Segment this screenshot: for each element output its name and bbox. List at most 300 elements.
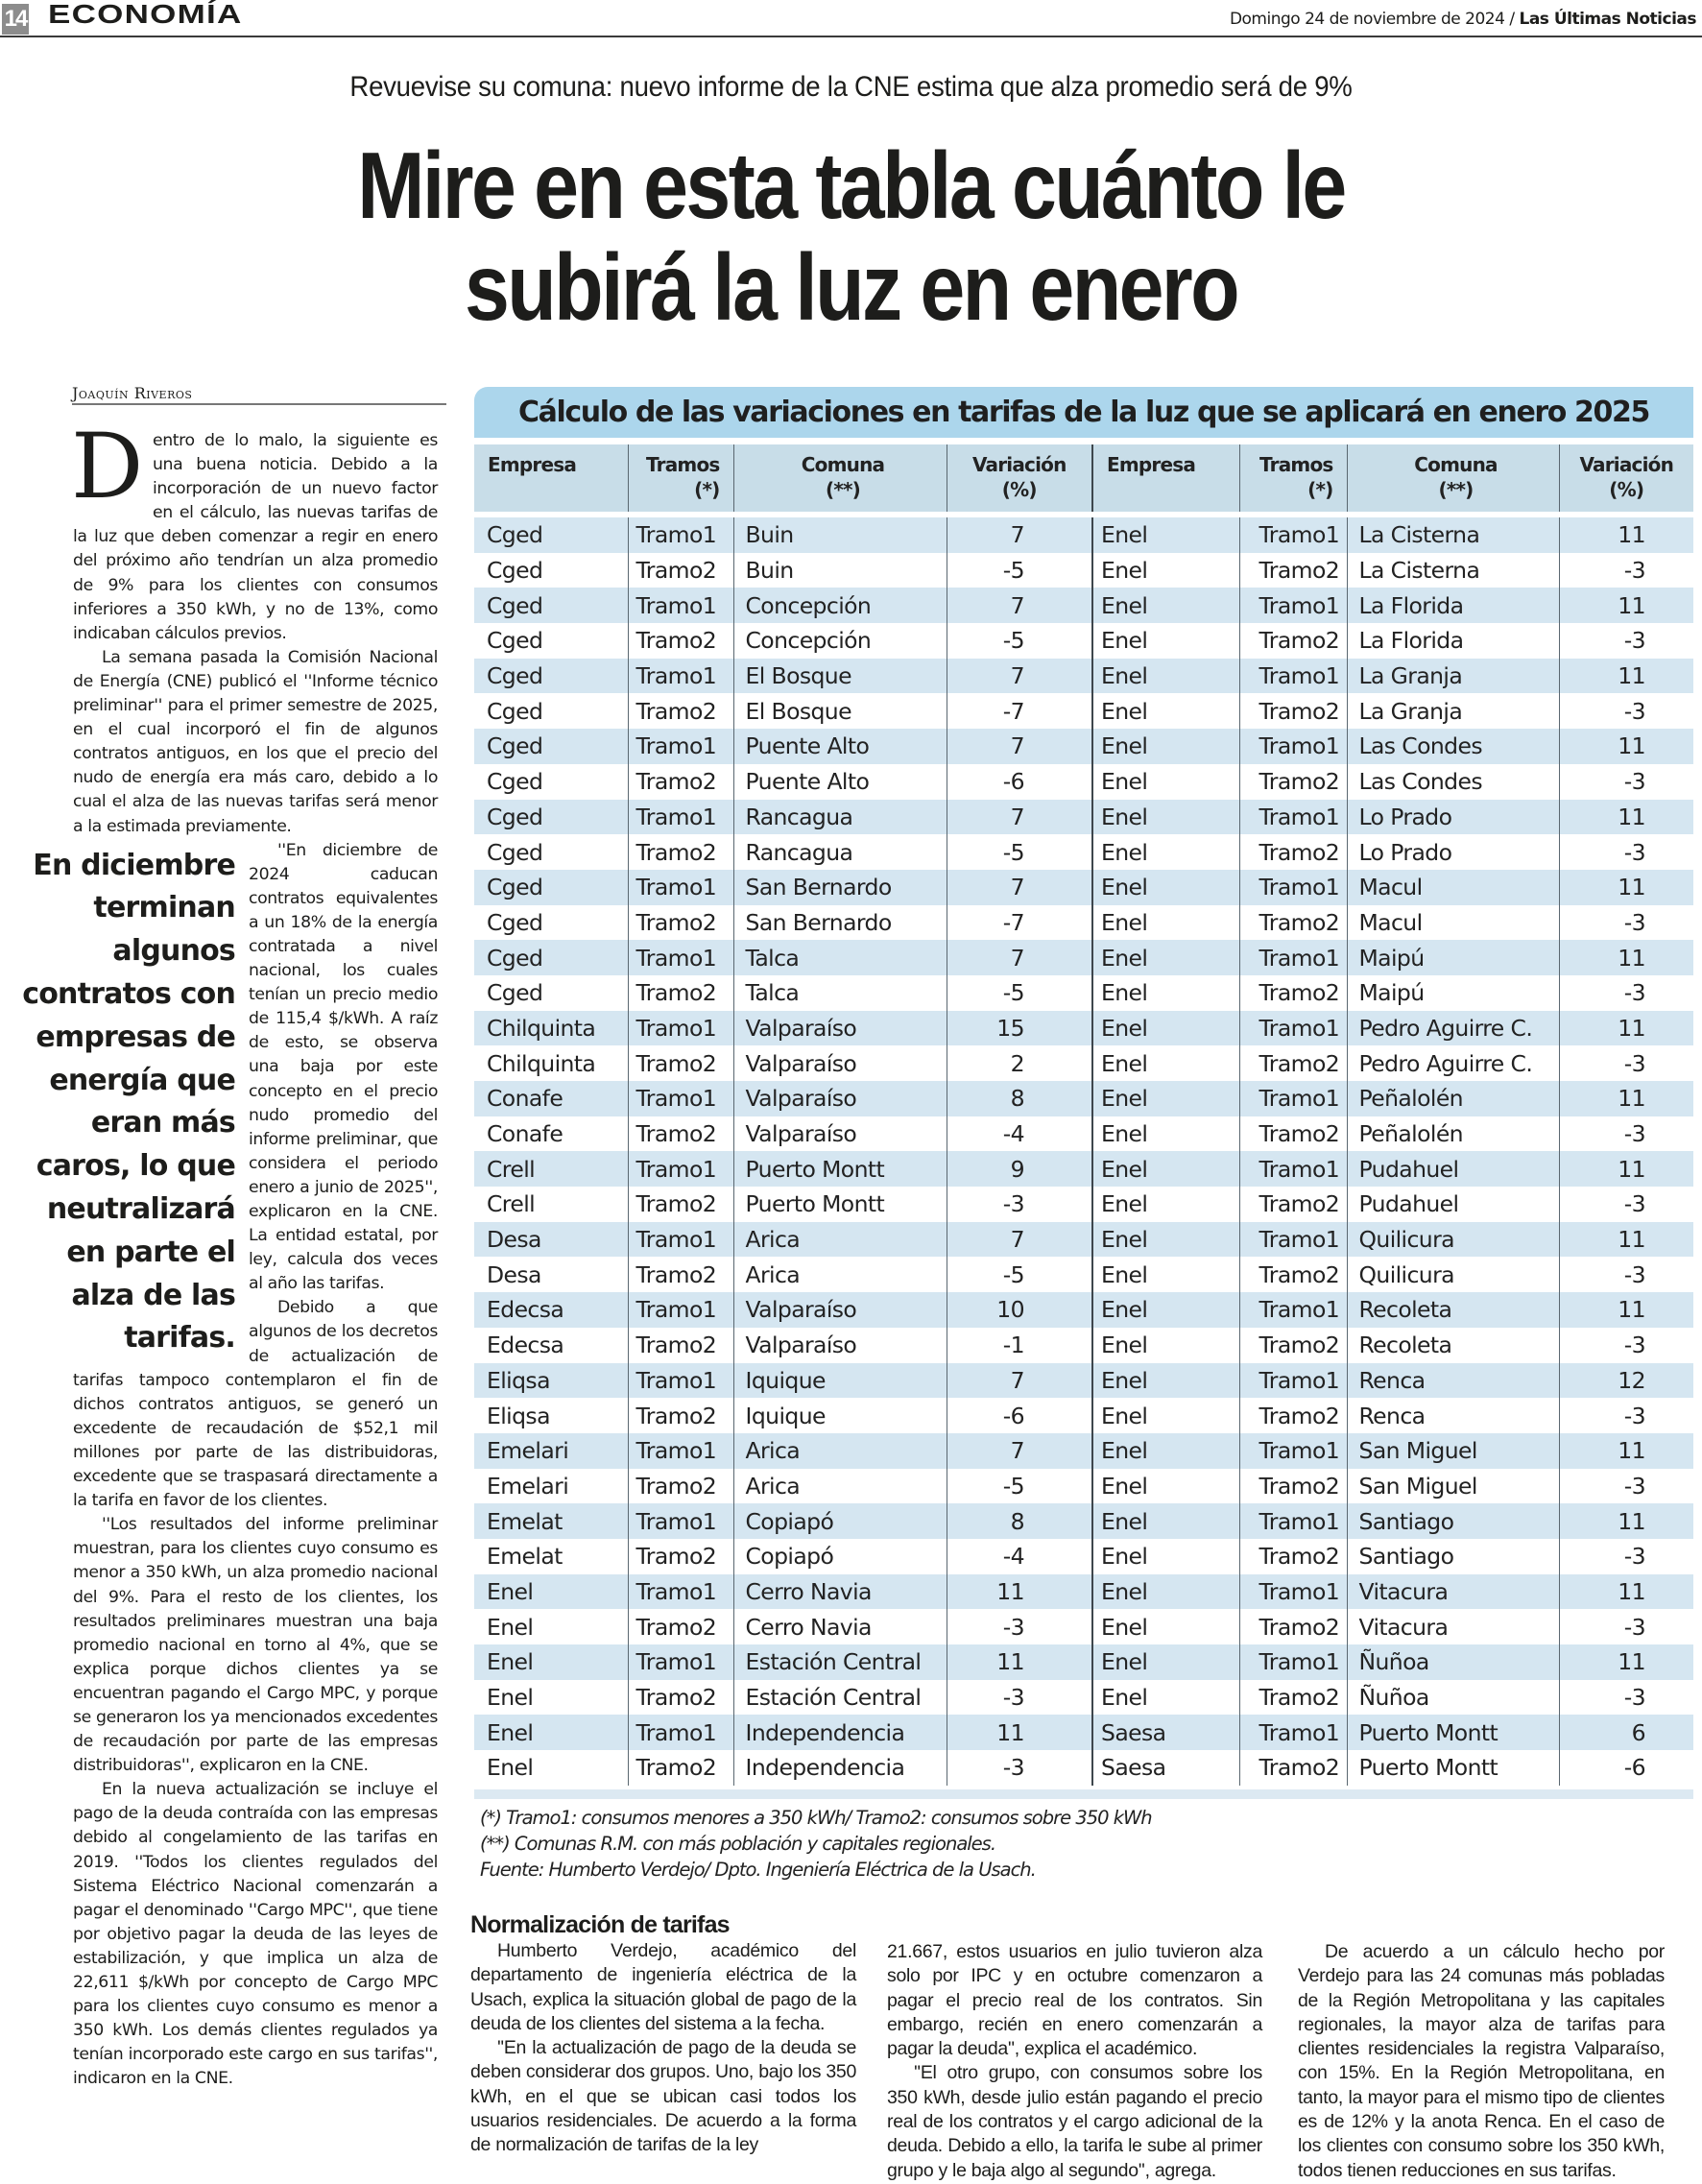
cell-variacion: 7 xyxy=(947,515,1092,553)
cell-comuna: Pudahuel xyxy=(1347,1187,1559,1222)
note-tramos: (*) Tramo1: consumos menores a 350 kWh/ Tramo2: consumos sobre 350 kWh xyxy=(480,1806,1152,1829)
cell-empresa: Enel xyxy=(1092,975,1239,1011)
header-rule xyxy=(0,36,1702,37)
cell-tramo: Tramo1 xyxy=(1239,1151,1347,1187)
table-row xyxy=(474,693,1693,729)
cell-comuna: La Granja xyxy=(1347,659,1559,694)
cell-comuna: Santiago xyxy=(1347,1503,1559,1539)
cell-empresa: Enel xyxy=(474,1609,628,1644)
cell-tramo: Tramo2 xyxy=(1239,975,1347,1011)
paragraph: ''En la actualización de pago de la deuda se deben considerar dos grupos. Uno, bajo los 350 kWh, en el que se ubican casi todos los usuarios residenciales. De acuerdo a la forma de normalización de tarifas de la ley xyxy=(470,2037,856,2156)
cell-comuna: El Bosque xyxy=(733,693,947,729)
cell-comuna: Arica xyxy=(733,1433,947,1469)
table-header-row xyxy=(474,444,1693,515)
cell-comuna: Valparaíso xyxy=(733,1292,947,1328)
cell-empresa: Cged xyxy=(474,623,628,659)
cell-empresa: Conafe xyxy=(474,1081,628,1116)
cell-variacion: 7 xyxy=(947,1222,1092,1258)
col-header-comuna: Comuna (**) xyxy=(733,444,947,515)
cell-comuna: Valparaíso xyxy=(733,1045,947,1081)
cell-variacion: -3 xyxy=(947,1680,1092,1716)
cell-empresa: Enel xyxy=(1092,1609,1239,1644)
cell-tramo: Tramo1 xyxy=(628,515,733,553)
cell-comuna: Estación Central xyxy=(733,1644,947,1680)
cell-variacion: 11 xyxy=(1559,1292,1693,1328)
cell-comuna: Valparaíso xyxy=(733,1081,947,1116)
cell-variacion: 11 xyxy=(1559,800,1693,835)
cell-empresa: Enel xyxy=(1092,588,1239,623)
col-header-variacion: Variación (%) xyxy=(1559,444,1693,515)
cell-comuna: La Cisterna xyxy=(1347,515,1559,553)
cell-empresa: Cged xyxy=(474,729,628,764)
cell-tramo: Tramo2 xyxy=(628,905,733,941)
cell-empresa: Cged xyxy=(474,834,628,870)
table-row xyxy=(474,905,1693,941)
cell-tramo: Tramo1 xyxy=(1239,940,1347,975)
cell-comuna: Puente Alto xyxy=(733,729,947,764)
cell-tramo: Tramo2 xyxy=(1239,1750,1347,1786)
cell-tramo: Tramo2 xyxy=(1239,1609,1347,1644)
cell-variacion: 11 xyxy=(1559,1503,1693,1539)
table-row xyxy=(474,553,1693,588)
cell-comuna: Recoleta xyxy=(1347,1328,1559,1363)
cell-tramo: Tramo1 xyxy=(628,659,733,694)
table-row xyxy=(474,834,1693,870)
article-kicker: Revuevise su comuna: nuevo informe de la CNE estima que alza promedio será de 9% xyxy=(349,71,1353,103)
table-row xyxy=(474,940,1693,975)
dateline-separator: / xyxy=(1504,10,1520,29)
cell-tramo: Tramo1 xyxy=(628,940,733,975)
cell-comuna: Peñalolén xyxy=(1347,1116,1559,1152)
cell-variacion: -3 xyxy=(947,1609,1092,1644)
cell-empresa: Enel xyxy=(1092,1187,1239,1222)
cell-variacion: 11 xyxy=(1559,940,1693,975)
cell-comuna: Cerro Navia xyxy=(733,1609,947,1644)
cell-variacion: -1 xyxy=(947,1328,1092,1363)
cell-tramo: Tramo2 xyxy=(1239,764,1347,800)
cell-tramo: Tramo2 xyxy=(1239,1045,1347,1081)
paragraph: Dentro de lo malo, la siguiente es una buena noticia. Debido a la incorporación de un nuevo factor en el cálculo, las nuevas tarifas de la luz que deben comenzar a regir en enero del próximo año tendrían un alza promedio de 9% para los clientes con consumos inferiores a 350 kWh, y no de 13%, como indicaban cálculos previos. xyxy=(71,415,438,643)
cell-comuna: La Cisterna xyxy=(1347,553,1559,588)
issue-date: Domingo 24 de noviembre de 2024 xyxy=(1229,10,1505,29)
cell-empresa: Cged xyxy=(474,870,628,905)
cell-comuna: Las Condes xyxy=(1347,729,1559,764)
cell-variacion: -3 xyxy=(1559,693,1693,729)
cell-variacion: 11 xyxy=(947,1644,1092,1680)
cell-variacion: -3 xyxy=(1559,975,1693,1011)
cell-comuna: Pedro Aguirre C. xyxy=(1347,1045,1559,1081)
dateline xyxy=(1230,10,1696,29)
table-row xyxy=(474,1574,1693,1610)
cell-empresa: Enel xyxy=(1092,1045,1239,1081)
cell-tramo: Tramo2 xyxy=(1239,1257,1347,1292)
cell-tramo: Tramo1 xyxy=(628,729,733,764)
cell-comuna: San Bernardo xyxy=(733,870,947,905)
table-row xyxy=(474,1680,1693,1716)
table-row xyxy=(474,1116,1693,1152)
cell-tramo: Tramo1 xyxy=(1239,729,1347,764)
paragraph: 21.667, estos usuarios en julio tuvieron alza solo por IPC y en octubre comenzaron a pagar el precio real de los contratos. Sin embargo, recién en enero comenzarán a pagar la deuda'', explica el académico. xyxy=(887,1941,1262,2060)
cell-variacion: -5 xyxy=(947,975,1092,1011)
table-row xyxy=(474,1503,1693,1539)
cell-variacion: -3 xyxy=(1559,1328,1693,1363)
table-row xyxy=(474,1644,1693,1680)
cell-tramo: Tramo1 xyxy=(628,1363,733,1399)
cell-tramo: Tramo2 xyxy=(628,1257,733,1292)
cell-comuna: Valparaíso xyxy=(733,1328,947,1363)
table-row xyxy=(474,1328,1693,1363)
cell-empresa: Enel xyxy=(1092,870,1239,905)
cell-empresa: Enel xyxy=(1092,553,1239,588)
cell-empresa: Enel xyxy=(1092,1151,1239,1187)
cell-comuna: Ñuñoa xyxy=(1347,1680,1559,1716)
cell-variacion: 11 xyxy=(1559,870,1693,905)
cell-tramo: Tramo1 xyxy=(1239,515,1347,553)
cell-variacion: -3 xyxy=(1559,553,1693,588)
pull-quote: En diciembre terminan algunos contratos con empresas de energía que eran más caros, lo que neutralizará en parte el alza de las tarifas. xyxy=(22,848,235,1356)
cell-empresa: Cged xyxy=(474,588,628,623)
table-row xyxy=(474,1539,1693,1574)
cell-tramo: Tramo1 xyxy=(628,870,733,905)
table-title: Cálculo de las variaciones en tarifas de la luz que se aplicará en enero 2025 xyxy=(474,387,1693,438)
cell-tramo: Tramo2 xyxy=(1239,1398,1347,1433)
table-row xyxy=(474,1292,1693,1328)
cell-tramo: Tramo1 xyxy=(628,588,733,623)
cell-comuna: Buin xyxy=(733,515,947,553)
cell-comuna: Renca xyxy=(1347,1363,1559,1399)
cell-empresa: Enel xyxy=(1092,1433,1239,1469)
cell-variacion: -5 xyxy=(947,623,1092,659)
cell-tramo: Tramo1 xyxy=(628,800,733,835)
table-row xyxy=(474,1363,1693,1399)
table-row xyxy=(474,729,1693,764)
cell-tramo: Tramo1 xyxy=(1239,1222,1347,1258)
cell-tramo: Tramo2 xyxy=(628,764,733,800)
cell-comuna: Rancagua xyxy=(733,800,947,835)
cell-comuna: Quilicura xyxy=(1347,1222,1559,1258)
cell-variacion: 11 xyxy=(1559,1151,1693,1187)
cell-comuna: La Florida xyxy=(1347,588,1559,623)
cell-comuna: Peñalolén xyxy=(1347,1081,1559,1116)
table-row xyxy=(474,1715,1693,1750)
table-row xyxy=(474,1081,1693,1116)
cell-empresa: Enel xyxy=(474,1680,628,1716)
table-row xyxy=(474,1045,1693,1081)
cell-tramo: Tramo1 xyxy=(628,1081,733,1116)
cell-comuna: Macul xyxy=(1347,905,1559,941)
cell-tramo: Tramo2 xyxy=(1239,1116,1347,1152)
cell-variacion: -6 xyxy=(947,1398,1092,1433)
cell-empresa: Cged xyxy=(474,553,628,588)
cell-comuna: Iquique xyxy=(733,1363,947,1399)
cell-variacion: -3 xyxy=(1559,1045,1693,1081)
table-row xyxy=(474,870,1693,905)
cell-variacion: 11 xyxy=(947,1574,1092,1610)
cell-tramo: Tramo1 xyxy=(1239,1433,1347,1469)
cell-comuna: Puerto Montt xyxy=(733,1187,947,1222)
cell-variacion: 7 xyxy=(947,659,1092,694)
publication-name: Las Últimas Noticias xyxy=(1519,10,1696,29)
paragraph: La semana pasada la Comisión Nacional de Energía (CNE) publicó el ''Informe técnico preliminar'' para el primer semestre de 2025, en el cual incorporó el fin de algunos contratos antiguos, en los que el precio del nudo de energía era más caro, debido a lo cual el alza de las nuevas tarifas será menor a la estimada previamente. xyxy=(73,647,438,836)
byline xyxy=(72,384,446,405)
article-body-lower-col-2 xyxy=(887,1940,1262,2183)
subheading: Normalización de tarifas xyxy=(470,1911,730,1938)
table-row xyxy=(474,1011,1693,1046)
cell-variacion: -3 xyxy=(1559,1187,1693,1222)
cell-tramo: Tramo1 xyxy=(628,1222,733,1258)
cell-empresa: Enel xyxy=(1092,1011,1239,1046)
cell-comuna: Cerro Navia xyxy=(733,1574,947,1610)
cell-variacion: -3 xyxy=(1559,1257,1693,1292)
cell-comuna: Lo Prado xyxy=(1347,800,1559,835)
cell-variacion: -4 xyxy=(947,1539,1092,1574)
table-row xyxy=(474,1257,1693,1292)
cell-comuna: Concepción xyxy=(733,588,947,623)
paragraph: Humberto Verdejo, académico del departamento de ingeniería eléctrica de la Usach, explica la situación global de pago de la deuda de los clientes del sistema a la fecha. xyxy=(470,1940,856,2034)
cell-comuna: Valparaíso xyxy=(733,1116,947,1152)
cell-comuna: Lo Prado xyxy=(1347,834,1559,870)
cell-tramo: Tramo2 xyxy=(628,975,733,1011)
cell-tramo: Tramo2 xyxy=(628,623,733,659)
author-name: Joaquín Riveros xyxy=(72,384,193,402)
cell-variacion: -6 xyxy=(1559,1750,1693,1786)
cell-empresa: Enel xyxy=(1092,1680,1239,1716)
cell-tramo: Tramo2 xyxy=(628,1539,733,1574)
table-bottom-band xyxy=(474,1789,1693,1799)
cell-empresa: Chilquinta xyxy=(474,1045,628,1081)
cell-tramo: Tramo2 xyxy=(628,1750,733,1786)
cell-empresa: Enel xyxy=(1092,1644,1239,1680)
cell-comuna: Santiago xyxy=(1347,1539,1559,1574)
cell-variacion: 6 xyxy=(1559,1715,1693,1750)
col-header-variacion: Variación (%) xyxy=(947,444,1092,515)
cell-tramo: Tramo2 xyxy=(1239,1328,1347,1363)
cell-empresa: Enel xyxy=(1092,1503,1239,1539)
table-row xyxy=(474,588,1693,623)
cell-empresa: Eliqsa xyxy=(474,1363,628,1399)
cell-tramo: Tramo2 xyxy=(628,1680,733,1716)
cell-tramo: Tramo2 xyxy=(1239,623,1347,659)
cell-empresa: Enel xyxy=(1092,729,1239,764)
cell-empresa: Crell xyxy=(474,1187,628,1222)
cell-empresa: Cged xyxy=(474,905,628,941)
cell-variacion: 11 xyxy=(1559,1574,1693,1610)
table-row xyxy=(474,1609,1693,1644)
cell-comuna: Independencia xyxy=(733,1715,947,1750)
cell-empresa: Enel xyxy=(1092,1292,1239,1328)
cell-tramo: Tramo1 xyxy=(1239,1715,1347,1750)
cell-comuna: Buin xyxy=(733,553,947,588)
cell-variacion: -3 xyxy=(1559,1680,1693,1716)
cell-empresa: Enel xyxy=(1092,1363,1239,1399)
cell-tramo: Tramo1 xyxy=(1239,1011,1347,1046)
cell-empresa: Enel xyxy=(1092,659,1239,694)
cell-empresa: Enel xyxy=(1092,940,1239,975)
article-body-lower-col-1 xyxy=(470,1910,856,2158)
cell-empresa: Enel xyxy=(1092,800,1239,835)
cell-tramo: Tramo1 xyxy=(628,1644,733,1680)
cell-empresa: Cged xyxy=(474,515,628,553)
cell-variacion: 11 xyxy=(1559,1433,1693,1469)
cell-variacion: -5 xyxy=(947,553,1092,588)
cell-comuna: Pudahuel xyxy=(1347,1151,1559,1187)
cell-comuna: Concepción xyxy=(733,623,947,659)
cell-tramo: Tramo2 xyxy=(1239,905,1347,941)
cell-empresa: Edecsa xyxy=(474,1292,628,1328)
table-row xyxy=(474,1151,1693,1187)
cell-variacion: -7 xyxy=(947,905,1092,941)
cell-variacion: -3 xyxy=(1559,623,1693,659)
cell-variacion: -3 xyxy=(947,1187,1092,1222)
cell-variacion: 11 xyxy=(1559,659,1693,694)
cell-comuna: Copiapó xyxy=(733,1539,947,1574)
cell-variacion: 7 xyxy=(947,1433,1092,1469)
cell-empresa: Emelari xyxy=(474,1433,628,1469)
table-row xyxy=(474,1187,1693,1222)
cell-variacion: 11 xyxy=(1559,1011,1693,1046)
cell-empresa: Desa xyxy=(474,1257,628,1292)
cell-comuna: Independencia xyxy=(733,1750,947,1786)
cell-empresa: Enel xyxy=(1092,623,1239,659)
cell-variacion: 7 xyxy=(947,870,1092,905)
cell-empresa: Enel xyxy=(1092,1222,1239,1258)
cell-comuna: San Bernardo xyxy=(733,905,947,941)
note-comunas: (**) Comunas R.M. con más población y capitales regionales. xyxy=(480,1832,996,1855)
col-header-tramos: Tramos (*) xyxy=(628,444,733,515)
table-row xyxy=(474,1222,1693,1258)
cell-empresa: Crell xyxy=(474,1151,628,1187)
cell-tramo: Tramo1 xyxy=(1239,1081,1347,1116)
cell-variacion: 11 xyxy=(1559,1081,1693,1116)
cell-variacion: -5 xyxy=(947,1257,1092,1292)
cell-tramo: Tramo1 xyxy=(628,1292,733,1328)
cell-tramo: Tramo1 xyxy=(1239,1363,1347,1399)
cell-variacion: 8 xyxy=(947,1081,1092,1116)
cell-tramo: Tramo2 xyxy=(628,553,733,588)
cell-empresa: Cged xyxy=(474,659,628,694)
cell-empresa: Enel xyxy=(1092,1081,1239,1116)
cell-comuna: Puerto Montt xyxy=(1347,1750,1559,1786)
cell-variacion: -5 xyxy=(947,1469,1092,1504)
table-row xyxy=(474,975,1693,1011)
col-header-empresa: Empresa xyxy=(474,444,628,515)
cell-tramo: Tramo1 xyxy=(1239,659,1347,694)
cell-variacion: 11 xyxy=(1559,1644,1693,1680)
cell-tramo: Tramo2 xyxy=(628,1187,733,1222)
cell-tramo: Tramo1 xyxy=(628,1503,733,1539)
cell-variacion: 7 xyxy=(947,800,1092,835)
cell-tramo: Tramo1 xyxy=(628,1574,733,1610)
cell-variacion: -3 xyxy=(1559,1398,1693,1433)
cell-empresa: Enel xyxy=(1092,834,1239,870)
article-body-left-column xyxy=(22,415,438,2091)
cell-comuna: El Bosque xyxy=(733,659,947,694)
cell-comuna: Arica xyxy=(733,1222,947,1258)
cell-comuna: Valparaíso xyxy=(733,1011,947,1046)
cell-tramo: Tramo2 xyxy=(628,1469,733,1504)
cell-tramo: Tramo1 xyxy=(628,1151,733,1187)
cell-tramo: Tramo2 xyxy=(1239,1680,1347,1716)
cell-empresa: Enel xyxy=(474,1715,628,1750)
cell-variacion: -5 xyxy=(947,834,1092,870)
cell-tramo: Tramo2 xyxy=(1239,1539,1347,1574)
cell-variacion: -3 xyxy=(1559,764,1693,800)
cell-empresa: Desa xyxy=(474,1222,628,1258)
cell-empresa: Emelat xyxy=(474,1503,628,1539)
cell-variacion: -3 xyxy=(1559,1539,1693,1574)
cell-comuna: Arica xyxy=(733,1469,947,1504)
cell-tramo: Tramo2 xyxy=(628,1609,733,1644)
page-number: 14 xyxy=(2,4,29,35)
cell-comuna: Pedro Aguirre C. xyxy=(1347,1011,1559,1046)
cell-comuna: Iquique xyxy=(733,1398,947,1433)
cell-tramo: Tramo2 xyxy=(1239,1469,1347,1504)
cell-empresa: Enel xyxy=(1092,1116,1239,1152)
cell-tramo: Tramo1 xyxy=(628,1011,733,1046)
table-row xyxy=(474,1433,1693,1469)
cell-empresa: Enel xyxy=(1092,1328,1239,1363)
tariff-table-box xyxy=(474,387,1693,1883)
cell-variacion: 11 xyxy=(947,1715,1092,1750)
cell-tramo: Tramo2 xyxy=(628,1328,733,1363)
cell-empresa: Saesa xyxy=(1092,1715,1239,1750)
table-body xyxy=(474,515,1693,1786)
cell-comuna: Maipú xyxy=(1347,975,1559,1011)
cell-tramo: Tramo2 xyxy=(628,1116,733,1152)
cell-empresa: Saesa xyxy=(1092,1750,1239,1786)
cell-variacion: 11 xyxy=(1559,1222,1693,1258)
cell-empresa: Enel xyxy=(1092,1469,1239,1504)
cell-empresa: Enel xyxy=(474,1574,628,1610)
cell-tramo: Tramo2 xyxy=(1239,553,1347,588)
cell-comuna: Puente Alto xyxy=(733,764,947,800)
cell-empresa: Emelari xyxy=(474,1469,628,1504)
cell-tramo: Tramo2 xyxy=(628,1398,733,1433)
cell-variacion: -6 xyxy=(947,764,1092,800)
cell-tramo: Tramo2 xyxy=(628,693,733,729)
cell-comuna: Ñuñoa xyxy=(1347,1644,1559,1680)
cell-comuna: Talca xyxy=(733,975,947,1011)
cell-comuna: Puerto Montt xyxy=(1347,1715,1559,1750)
cell-variacion: 7 xyxy=(947,1363,1092,1399)
page-header xyxy=(0,0,1702,36)
cell-comuna: Copiapó xyxy=(733,1503,947,1539)
cell-variacion: 11 xyxy=(1559,515,1693,553)
cell-empresa: Enel xyxy=(1092,905,1239,941)
cell-tramo: Tramo2 xyxy=(1239,1187,1347,1222)
headline-line-2: subirá la luz en enero xyxy=(464,234,1238,340)
table-row xyxy=(474,1398,1693,1433)
cell-empresa: Eliqsa xyxy=(474,1398,628,1433)
cell-empresa: Enel xyxy=(474,1644,628,1680)
col-header-empresa: Empresa xyxy=(1092,444,1239,515)
cell-tramo: Tramo2 xyxy=(628,1045,733,1081)
cell-variacion: 8 xyxy=(947,1503,1092,1539)
cell-variacion: 7 xyxy=(947,729,1092,764)
cell-comuna: Renca xyxy=(1347,1398,1559,1433)
cell-comuna: Estación Central xyxy=(733,1680,947,1716)
section-name: ECONOMÍA xyxy=(48,0,243,29)
cell-empresa: Conafe xyxy=(474,1116,628,1152)
table-row xyxy=(474,1469,1693,1504)
cell-tramo: Tramo1 xyxy=(1239,1292,1347,1328)
table-row xyxy=(474,764,1693,800)
cell-empresa: Enel xyxy=(1092,764,1239,800)
cell-variacion: 7 xyxy=(947,940,1092,975)
table-row xyxy=(474,515,1693,553)
cell-empresa: Enel xyxy=(1092,1257,1239,1292)
cell-comuna: Rancagua xyxy=(733,834,947,870)
